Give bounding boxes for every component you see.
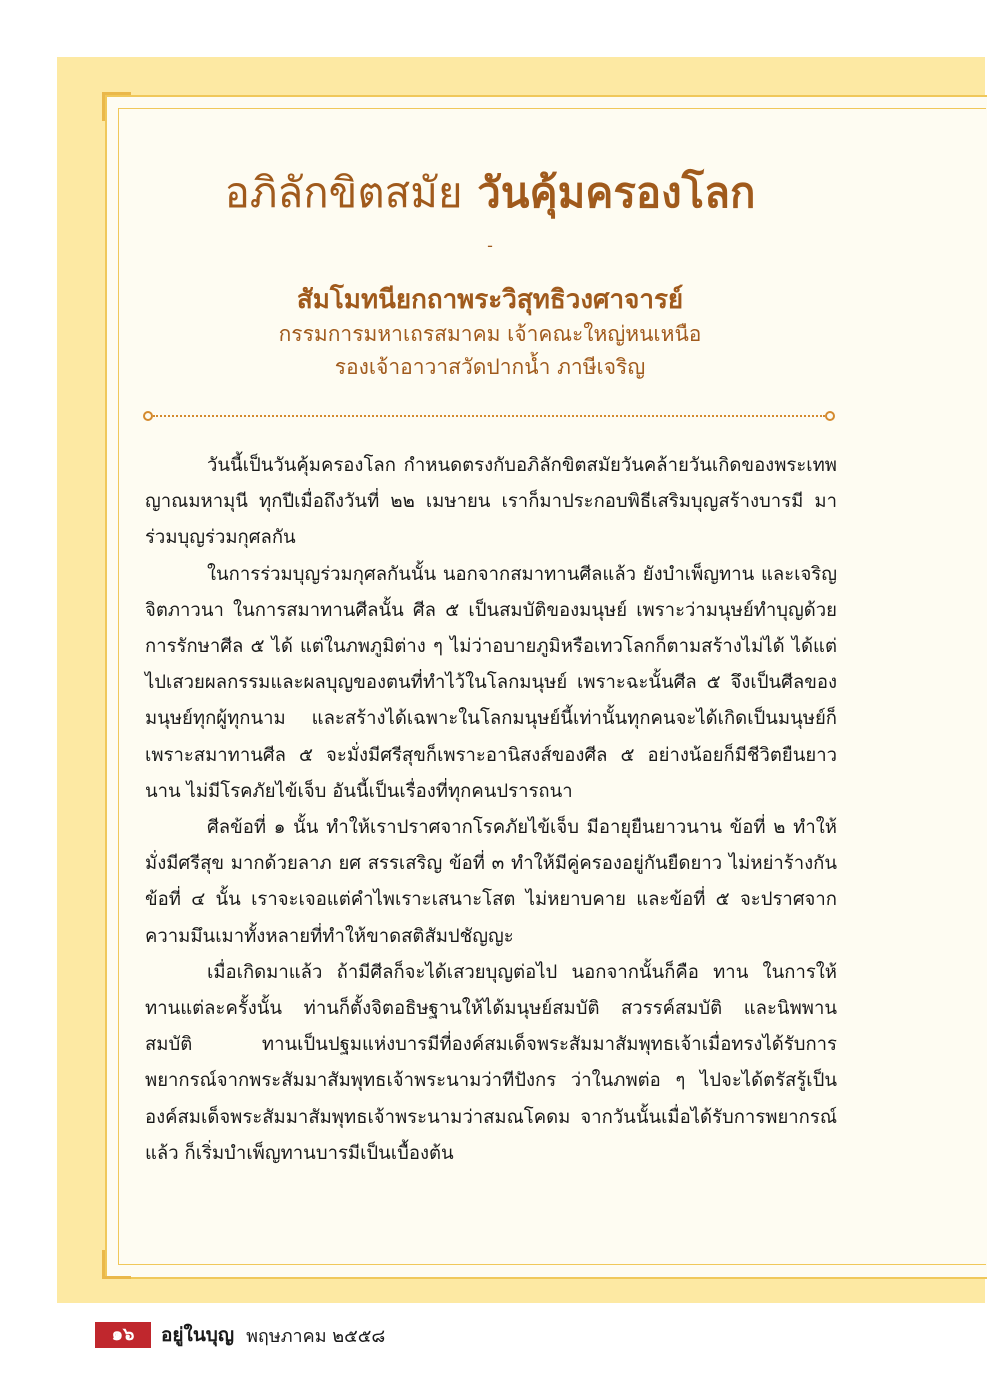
article-title — [150, 168, 830, 218]
dotted-divider — [143, 411, 835, 421]
author-role-2: รองเจ้าอาวาสวัดปากน้ำ ภาษีเจริญ — [334, 354, 646, 379]
title-dash: - — [487, 236, 493, 255]
title-part-2: วันคุ้มครองโลก — [477, 168, 756, 217]
magazine-name: อยู่ในบุญ — [161, 1324, 235, 1346]
paragraph: ในการร่วมบุญร่วมกุศลกันนั้น นอกจากสมาทานศีลแล้ว ยังบำเพ็ญทาน และเจริญจิตภาวนา ในการสมาทานศีลนั้น ศีล ๕ เป็นสมบัติของมนุษย์ เพราะว่ามนุษย์ทำบุญด้วยการรักษาศีล ๕ ได้ แต่ในภพภูมิต่าง ๆ ไม่ว่าอบายภูมิหรือเทวโลกก็ตามสร้างไม่ได้ ได้แต่ไปเสวยผลกรรมและผลบุญของตนที่ทำไว้ในโลกมนุษย์ เพราะฉะนั้นศีล ๕ จึงเป็นศีลของมนุษย์ทุกผู้ทุกนาม และสร้างได้เฉพาะในโลกมนุษย์นี้เท่านั้นทุกคนจะได้เกิดเป็นมนุษย์ก็เพราะสมาทานศีล ๕ จะมั่งมีศรีสุขก็เพราะอานิสงส์ของศีล ๕ อย่างน้อยก็มีชีวิตยืนยาวนาน ไม่มีโรคภัยไข้เจ็บ อันนี้เป็นเรื่องที่ทุกคนปรารถนา — [145, 563, 837, 802]
page-footer — [95, 1322, 385, 1348]
title-part-1: อภิลักขิตสมัย — [224, 168, 463, 217]
paragraph: ศีลข้อที่ ๑ นั้น ทำให้เราปราศจากโรคภัยไข้เจ็บ มีอายุยืนยาวนาน ข้อที่ ๒ ทำให้มั่งมีศรีสุข มากด้วยลาภ ยศ สรรเสริญ ข้อที่ ๓ ทำให้มีคู่ครองอยู่กันยืดยาว ไม่หย่าร้างกัน ข้อที่ ๔ นั้น เราจะเจอแต่คำไพเราะเสนาะโสต ไม่หยาบคาย และข้อที่ ๕ จะปราศจากความมึนเมาทั้งหลายที่ทำให้ขาดสติสัมปชัญญะ — [145, 817, 837, 947]
divider-dots — [153, 415, 825, 417]
paragraph: วันนี้เป็นวันคุ้มครองโลก กำหนดตรงกับอภิลักขิตสมัยวันคล้ายวันเกิดของพระเทพญาณมหามุนี ทุกปีเมื่อถึงวันที่ ๒๒ เมษายน เราก็มาประกอบพิธีเสริมบุญสร้างบารมี มาร่วมบุญร่วมกุศลกัน — [145, 455, 837, 549]
paragraph: เมื่อเกิดมาแล้ว ถ้ามีศีลก็จะได้เสวยบุญต่อไป นอกจากนั้นก็คือ ทาน ในการให้ทานแต่ละครั้งนั้น ท่านก็ตั้งจิตอธิษฐานให้ได้มนุษย์สมบัติ สวรรค์สมบัติ และนิพพานสมบัติ ทานเป็นปฐมแห่งบารมีที่องค์สมเด็จพระสัมมาสัมพุทธเจ้าเมื่อทรงได้รับการพยากรณ์จากพระสัมมาสัมพุทธเจ้าพระนามว่าทีปังกร ว่าในภพต่อ ๆ ไปจะได้ตรัสรู้เป็นองค์สมเด็จพระสัมมาสัมพุทธเจ้าพระนามว่าสมณโคดม จากวันนั้นเมื่อได้รับการพยากรณ์แล้ว ก็เริ่มบำเพ็ญทานบารมีเป็นเบื้องต้น — [145, 961, 837, 1164]
divider-ring-right — [825, 411, 835, 421]
author-role-1: กรรมการมหาเถรสมาคม เจ้าคณะใหญ่หนเหนือ — [278, 322, 702, 347]
page-number-badge: ๑๖ — [95, 1322, 151, 1348]
article-body — [145, 448, 837, 1172]
author-name: สัมโมทนียกถาพระวิสุทธิวงศาจารย์ — [296, 285, 684, 315]
divider-ring-left — [143, 411, 153, 421]
issue-date: พฤษภาคม ๒๕๕๘ — [246, 1325, 386, 1347]
author-block — [150, 282, 830, 383]
